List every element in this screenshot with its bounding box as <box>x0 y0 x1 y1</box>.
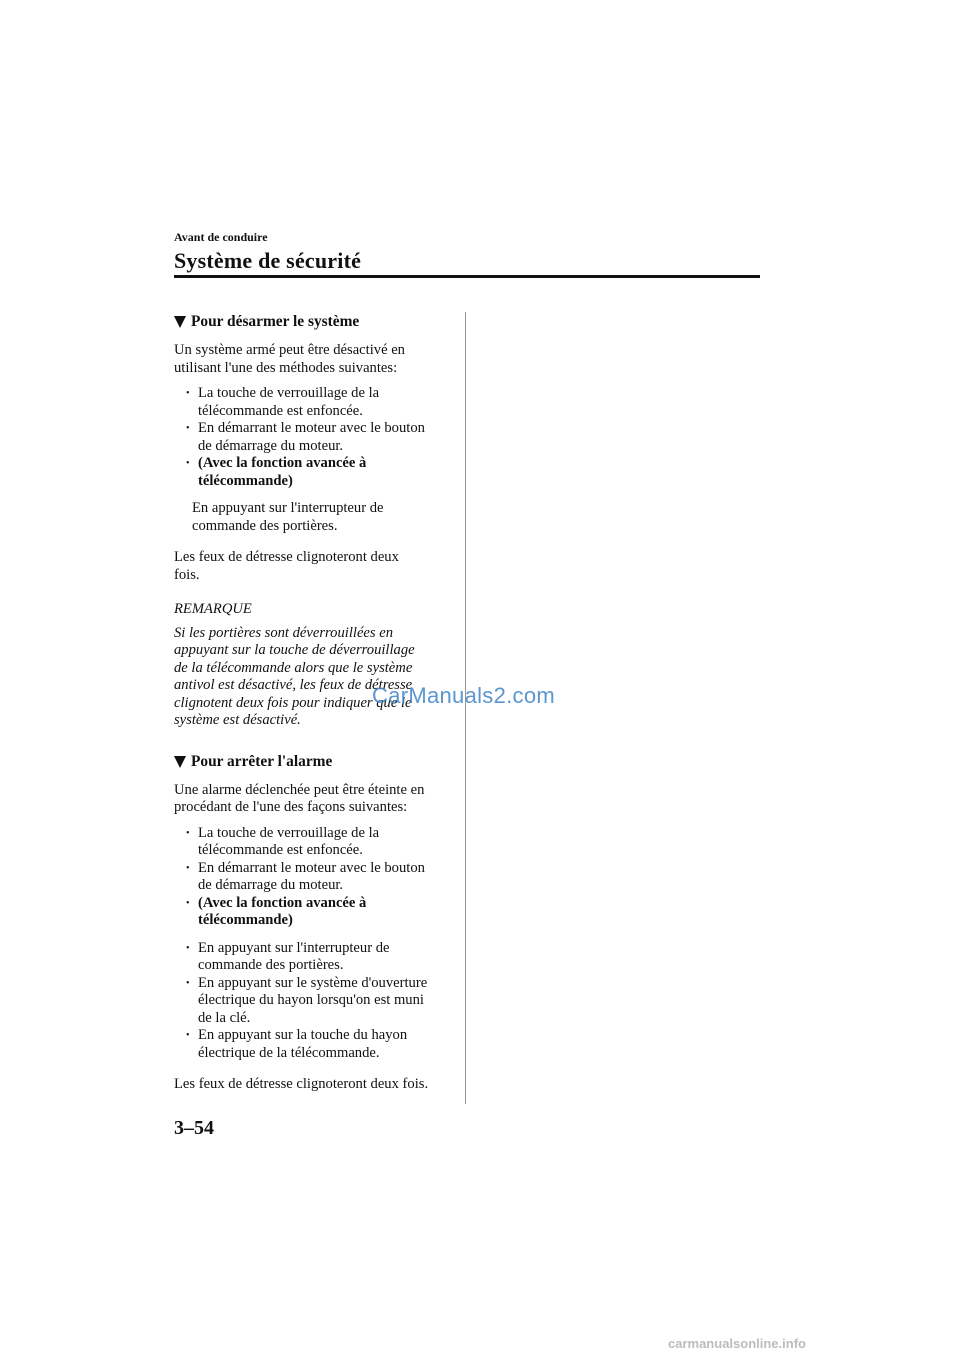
list-item-line: En appuyant sur l'interrupteur de <box>198 939 390 956</box>
list-item-line: (Avec la fonction avancée à <box>198 894 367 911</box>
list-item <box>186 455 454 490</box>
list-item-line: commande des portières. <box>198 957 344 973</box>
watermark-logo: CarManuals2.com <box>372 683 556 708</box>
page-number: 3–54 <box>174 1117 214 1139</box>
method-list <box>174 385 454 490</box>
section-outro: Les feux de détresse clignoteront deux fois. <box>174 1076 429 1092</box>
section-heading-disarm <box>174 312 454 332</box>
list-item-line: de démarrage du moteur. <box>198 877 344 893</box>
footer-watermark: carmanualsonline.info <box>668 1336 806 1351</box>
list-item-line: de la clé. <box>198 1009 251 1026</box>
sub-text-line: commande des portières. <box>192 517 338 534</box>
list-item-line: En appuyant sur le système d'ouverture <box>198 974 428 991</box>
list-item-line: La touche de verrouillage de la <box>198 385 380 401</box>
note-line: appuyant sur la touche de déverrouillage <box>174 642 415 658</box>
bullet-dot-icon: • <box>186 423 190 434</box>
section-outro <box>174 549 454 584</box>
list-item <box>186 385 454 420</box>
list-item-line: télécommande est enfoncée. <box>198 842 363 858</box>
section-heading-text: Pour désarmer le système <box>191 313 360 330</box>
note-line: clignotent deux fois pour indiquer que le <box>174 694 412 711</box>
page-title: Système de sécurité <box>174 248 362 273</box>
list-item <box>186 825 454 860</box>
header-divider <box>174 275 760 278</box>
intro-line: Une alarme déclenchée peut être éteinte en <box>174 781 425 798</box>
list-item <box>186 420 454 455</box>
list-item <box>186 940 454 975</box>
bullet-dot-icon: • <box>186 897 190 909</box>
list-item-line: électrique du hayon lorsqu'on est muni <box>198 992 424 1008</box>
section-heading-stop-alarm <box>174 752 454 772</box>
section-intro <box>174 342 454 377</box>
section-heading-text: Pour arrêter l'alarme <box>191 752 333 770</box>
list-item <box>186 895 454 930</box>
list-item-line: En appuyant sur la touche du hayon <box>198 1027 408 1043</box>
list-item-line: télécommande) <box>198 912 293 928</box>
outro-line: fois. <box>174 566 200 583</box>
note-text <box>174 625 454 730</box>
bullet-dot-icon: • <box>186 942 190 954</box>
list-item-line: En démarrant le moteur avec le bouton <box>198 859 425 876</box>
sub-method-text <box>174 500 454 535</box>
list-item-line: de démarrage du moteur. <box>198 437 344 454</box>
method-list <box>174 825 454 930</box>
bullet-dot-icon: • <box>186 977 190 989</box>
outro-line: Les feux de détresse clignoteront deux <box>174 549 399 565</box>
intro-line: procédant de l'une des façons suivantes: <box>174 799 408 815</box>
note-line: de la télécommande alors que le système <box>174 659 413 676</box>
chapter-label: Avant de conduire <box>174 230 268 244</box>
list-item <box>186 860 454 895</box>
page-header <box>174 230 760 276</box>
bullet-dot-icon: • <box>186 862 190 874</box>
bullet-dot-icon: • <box>186 458 190 469</box>
list-item-line: télécommande) <box>198 472 293 489</box>
list-item-line: télécommande est enfoncée. <box>198 402 363 419</box>
note-line: Si les portières sont déverrouillées en <box>174 624 393 641</box>
sub-text-line: En appuyant sur l'interrupteur de <box>192 500 384 516</box>
sub-method-list <box>174 940 454 1063</box>
list-item-line: (Avec la fonction avancée à <box>198 455 367 471</box>
list-item-line: La touche de verrouillage de la <box>198 824 380 841</box>
bullet-dot-icon: • <box>186 388 190 399</box>
bullet-dot-icon: • <box>186 827 190 839</box>
section-intro <box>174 782 454 817</box>
bullet-dot-icon: • <box>186 1030 190 1041</box>
note-label: REMARQUE <box>174 601 252 617</box>
triangle-down-icon <box>174 756 186 768</box>
list-item-line: En démarrant le moteur avec le bouton <box>198 420 425 436</box>
list-item <box>186 975 454 1028</box>
note-line: antivol est désactivé, les feux de détresse <box>174 677 413 693</box>
intro-line: utilisant l'une des méthodes suivantes: <box>174 359 398 376</box>
list-item-line: électrique de la télécommande. <box>198 1044 380 1061</box>
triangle-down-icon <box>174 316 186 328</box>
note-line: système est désactivé. <box>174 712 301 728</box>
intro-line: Un système armé peut être désactivé en <box>174 342 405 358</box>
list-item <box>186 1027 454 1062</box>
